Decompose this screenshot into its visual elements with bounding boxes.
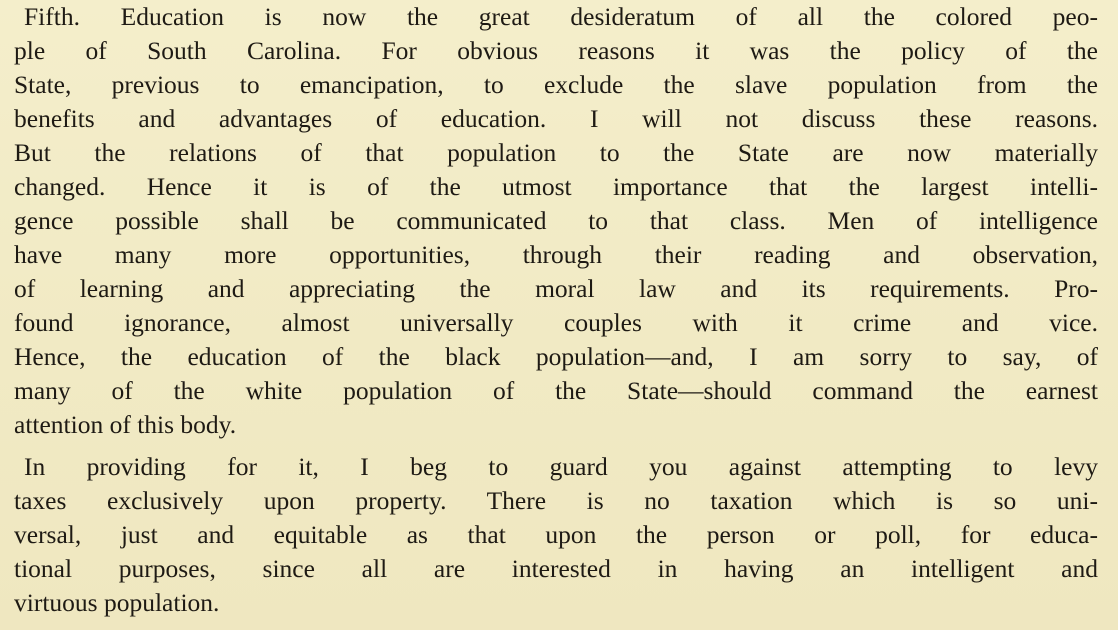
paragraph-taxation [14, 450, 1104, 625]
text-line: virtuous population. [14, 588, 220, 617]
text-line: attention of this body. [14, 410, 237, 439]
text-line: Hence, the education of the black population—and, I am sorry to say, of [14, 342, 1098, 371]
text-line: have many more opportunities, through their reading and observation, [14, 240, 1098, 269]
text-line: gence possible shall be communicated to that class. Men of intelligence [14, 206, 1098, 235]
text-line: changed. Hence it is of the utmost importance that the largest intelli- [14, 172, 1098, 201]
paragraph-education [14, 0, 1104, 448]
text-line: found ignorance, almost universally couples with it crime and vice. [14, 308, 1098, 337]
text-line: versal, just and equitable as that upon the person or poll, for educa- [14, 520, 1098, 549]
text-line: ple of South Carolina. For obvious reasons it was the policy of the [14, 36, 1098, 65]
text-line: In providing for it, I beg to guard you against attempting to levy [24, 452, 1098, 481]
text-line: State, previous to emancipation, to exclude the slave population from the [14, 70, 1098, 99]
text-line: tional purposes, since all are interested in having an intelligent and [14, 554, 1098, 583]
text-line: Fifth. Education is now the great desideratum of all the colored peo- [24, 2, 1098, 31]
text-line: many of the white population of the State—should command the earnest [14, 376, 1098, 405]
text-line: benefits and advantages of education. I will not discuss these reasons. [14, 104, 1098, 133]
text-line: taxes exclusively upon property. There is no taxation which is so uni- [14, 486, 1098, 515]
text-line: of learning and appreciating the moral law and its requirements. Pro- [14, 274, 1098, 303]
text-line: But the relations of that population to the State are now materially [14, 138, 1098, 167]
